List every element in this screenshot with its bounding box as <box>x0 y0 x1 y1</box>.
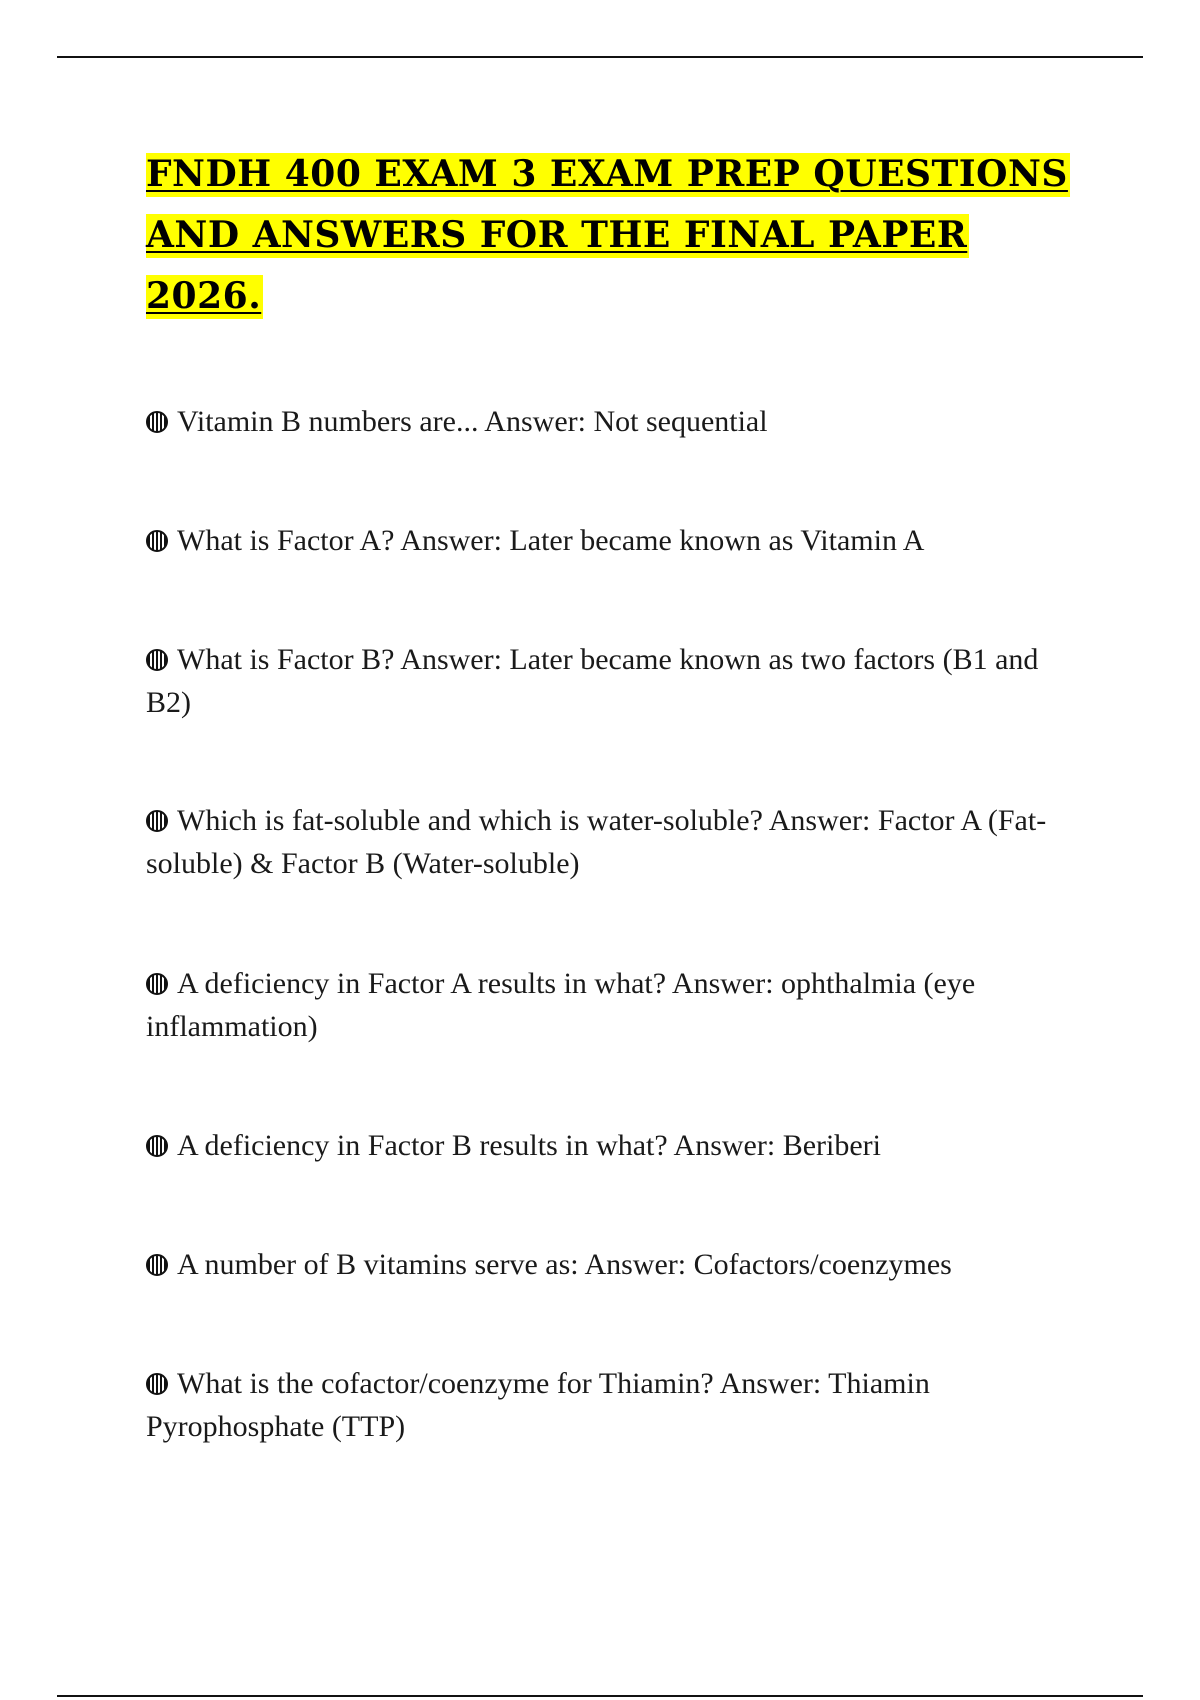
qa-item <box>146 638 1066 724</box>
qa-text: Vitamin B numbers are... Answer: Not sequential <box>177 405 768 438</box>
bottom-rule <box>57 1695 1143 1697</box>
qa-item <box>146 400 1066 443</box>
qa-text: Which is fat-soluble and which is water-soluble? Answer: Factor A (Fat-soluble) & Factor B (Water-soluble) <box>146 804 1047 880</box>
qa-text: What is the cofactor/coenzyme for Thiamin? Answer: Thiamin Pyrophosphate (TTP) <box>146 1367 930 1443</box>
bullet-icon <box>146 649 168 671</box>
qa-text: What is Factor B? Answer: Later became known as two factors (B1 and B2) <box>146 643 1039 719</box>
title-highlight: FNDH 400 EXAM 3 EXAM PREP QUESTIONS AND ANSWERS FOR THE FINAL PAPER 2026. <box>146 153 1068 317</box>
qa-text: A deficiency in Factor B results in what? Answer: Beriberi <box>177 1129 881 1162</box>
qa-item <box>146 1243 1066 1286</box>
top-rule <box>57 56 1143 58</box>
qa-item <box>146 1124 1066 1167</box>
document-title <box>146 144 1086 327</box>
bullet-icon <box>146 810 168 832</box>
bullet-icon <box>146 1254 168 1276</box>
bullet-icon <box>146 530 168 552</box>
qa-item <box>146 799 1066 885</box>
qa-item <box>146 519 1066 562</box>
bullet-icon <box>146 1135 168 1157</box>
qa-text: What is Factor A? Answer: Later became known as Vitamin A <box>177 524 925 557</box>
bullet-icon <box>146 411 168 433</box>
bullet-icon <box>146 973 168 995</box>
qa-item <box>146 962 1066 1048</box>
qa-text: A deficiency in Factor A results in what? Answer: ophthalmia (eye inflammation) <box>146 967 976 1043</box>
bullet-icon <box>146 1373 168 1395</box>
qa-text: A number of B vitamins serve as: Answer: Cofactors/coenzymes <box>177 1248 952 1281</box>
qa-item <box>146 1362 1066 1448</box>
